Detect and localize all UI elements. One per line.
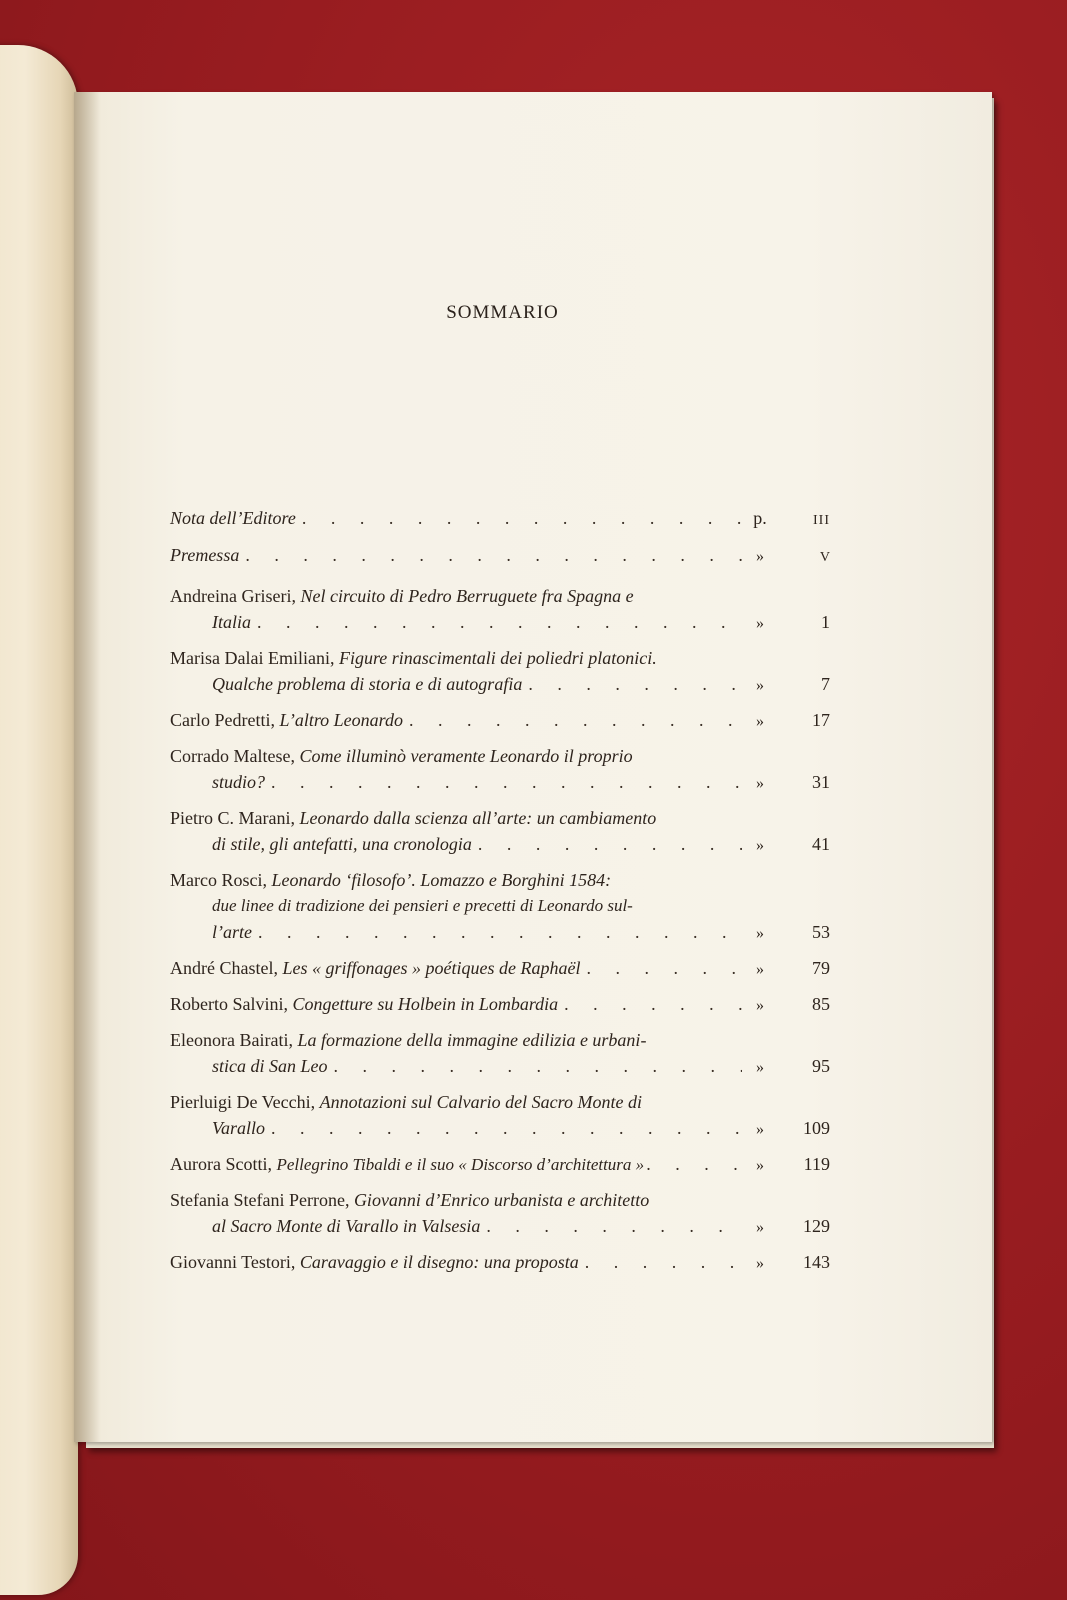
entry-title-cont: Italia bbox=[212, 612, 251, 632]
toc-entry: Pierluigi De Vecchi , Annotazioni sul Calvario del Sacro Monte di Varallo . . . » 109 bbox=[170, 1089, 830, 1143]
entry-author: André Chastel bbox=[170, 958, 274, 978]
entry-title: Figure rinascimentali dei poliedri platonici. bbox=[338, 648, 657, 668]
table-of-contents bbox=[170, 505, 830, 1285]
entry-author: Aurora Scotti bbox=[170, 1154, 268, 1174]
ditto-mark: » bbox=[756, 925, 764, 942]
toc-entry: André Chastel , Les « griffonages » poétiques de Raphaël . . . » 79 bbox=[170, 955, 830, 983]
entry-title-cont: al Sacro Monte di Varallo in Valsesia bbox=[212, 1216, 481, 1236]
ditto-mark: » bbox=[756, 1157, 764, 1174]
dot-leader bbox=[245, 542, 742, 568]
toc-entry: Carlo Pedretti , L’altro Leonardo . . . » 17 bbox=[170, 707, 830, 735]
dot-leader bbox=[257, 609, 742, 635]
entry-author: Giovanni Testori bbox=[170, 1252, 291, 1272]
ditto-mark: » bbox=[756, 1059, 764, 1076]
page-number: III bbox=[813, 513, 830, 528]
entry-author: Marisa Dalai Emiliani bbox=[170, 648, 330, 668]
page-number: 1 bbox=[821, 612, 830, 632]
entry-title: Premessa bbox=[170, 545, 240, 565]
page-number: 85 bbox=[812, 994, 830, 1014]
entry-title-cont: Varallo bbox=[212, 1118, 266, 1138]
dot-leader bbox=[334, 1053, 743, 1079]
entry-author: Pietro C. Marani bbox=[170, 808, 291, 828]
entry-author: Carlo Pedretti bbox=[170, 710, 271, 730]
entry-title: Annotazioni sul Calvario del Sacro Monte di bbox=[319, 1092, 642, 1112]
page-number: 143 bbox=[803, 1252, 830, 1272]
entry-author: Corrado Maltese bbox=[170, 746, 291, 766]
entry-title: Les « griffonages » poétiques de Raphaël bbox=[282, 958, 581, 978]
page-number: 17 bbox=[812, 710, 830, 730]
page-prefix: p. bbox=[753, 508, 767, 528]
page-title: SOMMARIO bbox=[446, 302, 559, 323]
entry-title-cont: l’arte bbox=[212, 922, 252, 942]
page-number: 31 bbox=[812, 772, 830, 792]
page-number: V bbox=[819, 550, 830, 565]
page-number: 53 bbox=[812, 922, 830, 942]
dot-leader bbox=[564, 991, 742, 1017]
toc-entry: Marisa Dalai Emiliani , Figure rinascimentali dei poliedri platonici. Qualche problema di storia e di autografia . . . » 7 bbox=[170, 645, 830, 699]
dot-leader bbox=[302, 505, 742, 531]
ditto-mark: » bbox=[756, 1255, 764, 1272]
entry-title: Pellegrino Tibaldi e il suo « Discorso d’architettura » bbox=[276, 1155, 645, 1174]
toc-entry: Pietro C. Marani , Leonardo dalla scienza all’arte: un cambiamento di stile, gli antefatti, una cronologia . . . » 41 bbox=[170, 805, 830, 859]
ditto-mark: » bbox=[756, 961, 764, 978]
ditto-mark: » bbox=[756, 775, 764, 792]
toc-entry: Corrado Maltese , Come illuminò veramente Leonardo il proprio studio? . . . » 31 bbox=[170, 743, 830, 797]
gutter-shadow bbox=[74, 92, 100, 1442]
dot-leader bbox=[271, 1115, 742, 1141]
toc-entry: Eleonora Bairati , La formazione della immagine edilizia e urbani- stica di San Leo . . . » 95 bbox=[170, 1027, 830, 1081]
entry-title-cont: di stile, gli antefatti, una cronologia bbox=[212, 834, 472, 854]
dot-leader bbox=[486, 1213, 742, 1239]
toc-entry: Andreina Griseri , Nel circuito di Pedro Berruguete fra Spagna e Italia . . . » 1 bbox=[170, 583, 830, 637]
entry-title: Giovanni d’Enrico urbanista e architetto bbox=[353, 1190, 650, 1210]
page-number: 109 bbox=[803, 1118, 830, 1138]
ditto-mark: » bbox=[756, 837, 764, 854]
dot-leader bbox=[646, 1151, 746, 1177]
page-number: 119 bbox=[803, 1154, 830, 1174]
dot-leader bbox=[585, 1249, 742, 1275]
ditto-mark: » bbox=[756, 713, 764, 730]
toc-entry bbox=[170, 542, 830, 571]
toc-entry bbox=[170, 505, 830, 534]
entry-title-cont: studio? bbox=[212, 772, 266, 792]
page-number: 41 bbox=[812, 834, 830, 854]
entry-title: La formazione della immagine edilizia e urbani- bbox=[297, 1030, 647, 1050]
dot-leader bbox=[409, 707, 742, 733]
entry-title: Nel circuito di Pedro Berruguete fra Spagna e bbox=[300, 586, 634, 606]
entry-title: Leonardo ‘filosofo’. Lomazzo e Borghini 1584: bbox=[271, 870, 612, 890]
entry-title-cont: stica di San Leo bbox=[212, 1056, 328, 1076]
entry-author: Marco Rosci bbox=[170, 870, 263, 890]
dot-leader bbox=[478, 831, 742, 857]
entry-author: Roberto Salvini bbox=[170, 994, 284, 1014]
left-page-edge bbox=[0, 45, 78, 1595]
page-number: 95 bbox=[812, 1056, 830, 1076]
dot-leader bbox=[271, 769, 742, 795]
ditto-mark: » bbox=[756, 997, 764, 1014]
entry-author: Pierluigi De Vecchi bbox=[170, 1092, 311, 1112]
toc-entry: Stefania Stefani Perrone , Giovanni d’Enrico urbanista e architetto al Sacro Monte di Varallo in Valsesia . . . » 129 bbox=[170, 1187, 830, 1241]
ditto-mark: » bbox=[756, 1219, 764, 1236]
entry-author: Andreina Griseri bbox=[170, 586, 292, 606]
entry-author: Stefania Stefani Perrone bbox=[170, 1190, 345, 1210]
entry-title: Caravaggio e il disegno: una proposta bbox=[299, 1252, 579, 1272]
entry-author: Eleonora Bairati bbox=[170, 1030, 289, 1050]
toc-entry: Giovanni Testori , Caravaggio e il disegno: una proposta . . . » 143 bbox=[170, 1249, 830, 1277]
entry-title: Nota dell’Editore bbox=[170, 508, 296, 528]
dot-leader bbox=[258, 919, 742, 945]
dot-leader bbox=[586, 955, 742, 981]
toc-entry: Marco Rosci , Leonardo ‘filosofo’. Lomazzo e Borghini 1584: due linee di tradizione dei pensieri e precetti di Leonardo sul- l’arte . . . » 53 bbox=[170, 867, 830, 947]
page-number: 79 bbox=[812, 958, 830, 978]
ditto-mark: » bbox=[756, 1121, 764, 1138]
entry-title: L’altro Leonardo bbox=[279, 710, 403, 730]
entry-title: Leonardo dalla scienza all’arte: un cambiamento bbox=[299, 808, 657, 828]
ditto-mark: » bbox=[756, 548, 764, 565]
ditto-mark: » bbox=[756, 615, 764, 632]
toc-entry: Aurora Scotti , Pellegrino Tibaldi e il suo « Discorso d’architettura » . . . » 119 bbox=[170, 1151, 830, 1179]
entry-title-cont: Qualche problema di storia e di autografia bbox=[212, 674, 523, 694]
entry-title: Congetture su Holbein in Lombardia bbox=[292, 994, 559, 1014]
page-number: 7 bbox=[821, 674, 830, 694]
entry-title-cont: due linee di tradizione dei pensieri e precetti di Leonardo sul- bbox=[212, 896, 633, 915]
ditto-mark: » bbox=[756, 677, 764, 694]
toc-entry: Roberto Salvini , Congetture su Holbein in Lombardia . . . » 85 bbox=[170, 991, 830, 1019]
entry-title: Come illuminò veramente Leonardo il proprio bbox=[299, 746, 633, 766]
dot-leader bbox=[528, 671, 742, 697]
page-number: 129 bbox=[803, 1216, 830, 1236]
